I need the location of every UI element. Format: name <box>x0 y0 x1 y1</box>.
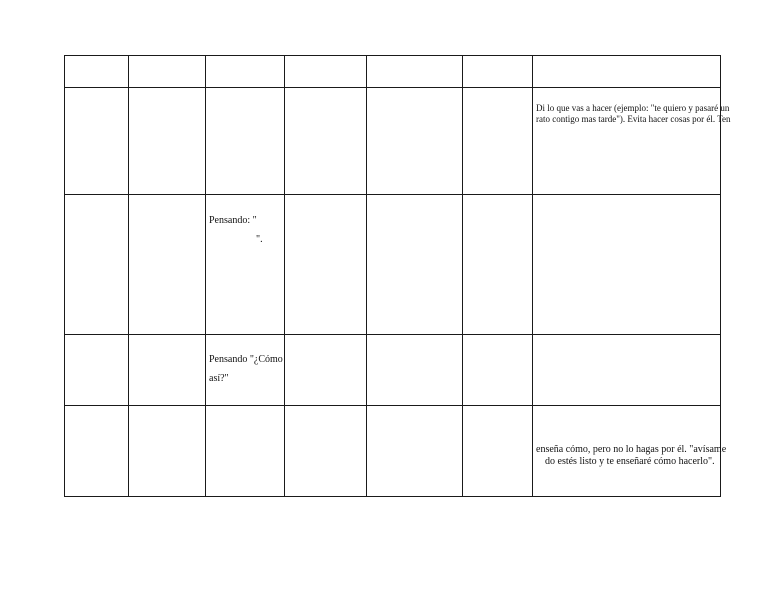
cell-note-line: enseña cómo, pero no lo hagas por él. "avísame <box>536 444 727 455</box>
table-cell <box>533 406 727 497</box>
table-cell <box>285 335 367 406</box>
table-row <box>65 406 721 497</box>
document-table <box>64 55 731 497</box>
table-cell <box>129 88 206 195</box>
table-row <box>65 88 721 195</box>
table-cell <box>65 335 129 406</box>
cell-note-line: do estés listo y te enseñaré cómo hacerlo". <box>545 456 715 467</box>
table-cell <box>206 195 285 335</box>
table-cell <box>463 56 533 88</box>
table-cell <box>65 56 129 88</box>
table-cell <box>65 88 129 195</box>
table-row <box>65 195 721 335</box>
table-cell <box>463 406 533 497</box>
table-cell <box>533 335 721 406</box>
table-cell <box>367 335 463 406</box>
table-cell <box>285 195 367 335</box>
cell-note-line: rato contigo mas tarde"). Evita hacer cosas por él. Ten <box>536 114 731 124</box>
table-cell <box>463 88 533 195</box>
table-cell <box>129 406 206 497</box>
table-cell <box>533 56 721 88</box>
table-cell <box>65 195 129 335</box>
table-row <box>65 56 721 88</box>
table-cell <box>367 56 463 88</box>
table-cell <box>206 56 285 88</box>
table-cell <box>206 335 285 406</box>
table-cell <box>129 195 206 335</box>
cell-note-line: Di lo que vas a hacer (ejemplo: "te quiero y pasaré un <box>536 103 730 113</box>
table-cell <box>129 56 206 88</box>
table-cell <box>206 406 285 497</box>
table-cell <box>463 335 533 406</box>
table-cell <box>367 406 463 497</box>
table-cell <box>285 88 367 195</box>
table-cell <box>285 56 367 88</box>
table-row <box>65 335 721 406</box>
cell-note-line: ". <box>256 234 263 245</box>
table-cell <box>65 406 129 497</box>
table-cell <box>533 88 731 195</box>
cell-note-line: Pensando: " <box>209 215 257 226</box>
table-cell <box>285 406 367 497</box>
cell-note-line: así?" <box>209 373 229 384</box>
table-cell <box>129 335 206 406</box>
table-cell <box>367 88 463 195</box>
cell-note-line: Pensando "¿Cómo <box>209 354 283 365</box>
table-cell <box>206 88 285 195</box>
table-cell <box>463 195 533 335</box>
table-cell <box>367 195 463 335</box>
table-cell <box>533 195 721 335</box>
